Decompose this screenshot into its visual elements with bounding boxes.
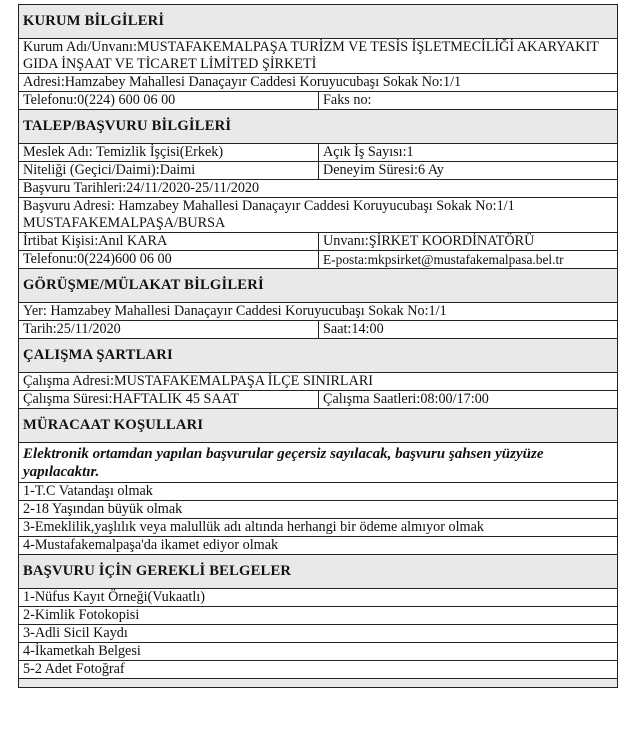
basvuru-adresi: Başvuru Adresi: Hamzabey Mahallesi Danaçayır Caddesi Koruyucubaşı Sokak No:1/1 MUSTAFAKEMALPAŞA/BURSA <box>19 198 618 233</box>
section-header-kurum <box>19 5 618 39</box>
list-item <box>19 661 618 679</box>
muracaat-item: 3-Emeklilik,yaşlılık veya malullük adı altında herhangi bir ödeme almıyor olmak <box>19 519 618 537</box>
muracaat-item: 4-Mustafakemalpaşa'da ikamet ediyor olmak <box>19 537 618 555</box>
meslek-adi: Meslek Adı: Temizlik İşçisi(Erkek) <box>19 144 319 162</box>
footer-band-cell <box>19 679 618 688</box>
list-item <box>19 625 618 643</box>
list-item <box>19 607 618 625</box>
table-footer-band <box>19 679 618 688</box>
row-talep-telefon <box>19 251 618 269</box>
section-title: TALEP/BAŞVURU BİLGİLERİ <box>19 110 618 144</box>
belge-item: 1-Nüfus Kayıt Örneği(Vukaatlı) <box>19 589 618 607</box>
gorusme-yer: Yer: Hamzabey Mahallesi Danaçayır Caddesi Koruyucubaşı Sokak No:1/1 <box>19 303 618 321</box>
row-kurum-adres <box>19 74 618 92</box>
row-gorusme-tarih <box>19 321 618 339</box>
section-header-muracaat <box>19 409 618 443</box>
talep-telefon: Telefonu:0(224)600 06 00 <box>19 251 319 269</box>
list-item <box>19 589 618 607</box>
section-title: MÜRACAAT KOŞULLARI <box>19 409 618 443</box>
belge-item: 3-Adli Sicil Kaydı <box>19 625 618 643</box>
calisma-suresi: Çalışma Süresi:HAFTALIK 45 SAAT <box>19 391 319 409</box>
section-header-calisma <box>19 339 618 373</box>
basvuru-tarihleri: Başvuru Tarihleri:24/11/2020-25/11/2020 <box>19 180 618 198</box>
row-basvuru-adresi <box>19 198 618 233</box>
section-title: BAŞVURU İÇİN GEREKLİ BELGELER <box>19 555 618 589</box>
belge-item: 4-İkametkah Belgesi <box>19 643 618 661</box>
row-kurum-adi <box>19 39 618 74</box>
list-item <box>19 483 618 501</box>
row-meslek <box>19 144 618 162</box>
form-table <box>18 4 618 688</box>
unvani: Unvanı:ŞİRKET KOORDİNATÖRÜ <box>319 233 618 251</box>
row-kurum-telefon <box>19 92 618 110</box>
list-item <box>19 643 618 661</box>
calisma-saatleri: Çalışma Saatleri:08:00/17:00 <box>319 391 618 409</box>
job-posting-form <box>18 4 617 688</box>
kurum-adres: Adresi:Hamzabey Mahallesi Danaçayır Caddesi Koruyucubaşı Sokak No:1/1 <box>19 74 618 92</box>
row-basvuru-tarihleri <box>19 180 618 198</box>
gorusme-tarih: Tarih:25/11/2020 <box>19 321 319 339</box>
muracaat-item: 2-18 Yaşından büyük olmak <box>19 501 618 519</box>
belge-item: 2-Kimlik Fotokopisi <box>19 607 618 625</box>
section-title: ÇALIŞMA ŞARTLARI <box>19 339 618 373</box>
muracaat-item: 1-T.C Vatandaşı olmak <box>19 483 618 501</box>
row-calisma-adresi <box>19 373 618 391</box>
muracaat-note: Elektronik ortamdan yapılan başvurular geçersiz sayılacak, başvuru şahsen yüzyüze yapılacaktır. <box>19 443 618 483</box>
section-header-gorusme <box>19 269 618 303</box>
section-title: GÖRÜŞME/MÜLAKAT BİLGİLERİ <box>19 269 618 303</box>
row-calisma-suresi <box>19 391 618 409</box>
row-irtibat <box>19 233 618 251</box>
acik-is-sayisi: Açık İş Sayısı:1 <box>319 144 618 162</box>
section-header-belgeler <box>19 555 618 589</box>
list-item <box>19 501 618 519</box>
section-header-talep <box>19 110 618 144</box>
row-niteligi <box>19 162 618 180</box>
row-muracaat-note <box>19 443 618 483</box>
belge-item: 5-2 Adet Fotoğraf <box>19 661 618 679</box>
gorusme-saat: Saat:14:00 <box>319 321 618 339</box>
calisma-adresi: Çalışma Adresi:MUSTAFAKEMALPAŞA İLÇE SINIRLARI <box>19 373 618 391</box>
kurum-adi: Kurum Adı/Unvanı:MUSTAFAKEMALPAŞA TURİZM VE TESİS İŞLETMECİLİĞİ AKARYAKIT GIDA İNŞAAT VE TİCARET LİMİTED ŞİRKETİ <box>19 39 618 74</box>
section-title: KURUM BİLGİLERİ <box>19 5 618 39</box>
niteligi: Niteliği (Geçici/Daimi):Daimi <box>19 162 319 180</box>
list-item <box>19 537 618 555</box>
eposta: E-posta:mkpsirket@mustafakemalpasa.bel.tr <box>319 251 618 269</box>
row-gorusme-yer <box>19 303 618 321</box>
irtibat-kisisi: İrtibat Kişisi:Anıl KARA <box>19 233 319 251</box>
list-item <box>19 519 618 537</box>
deneyim-suresi: Deneyim Süresi:6 Ay <box>319 162 618 180</box>
kurum-telefon: Telefonu:0(224) 600 06 00 <box>19 92 319 110</box>
kurum-faks: Faks no: <box>319 92 618 110</box>
